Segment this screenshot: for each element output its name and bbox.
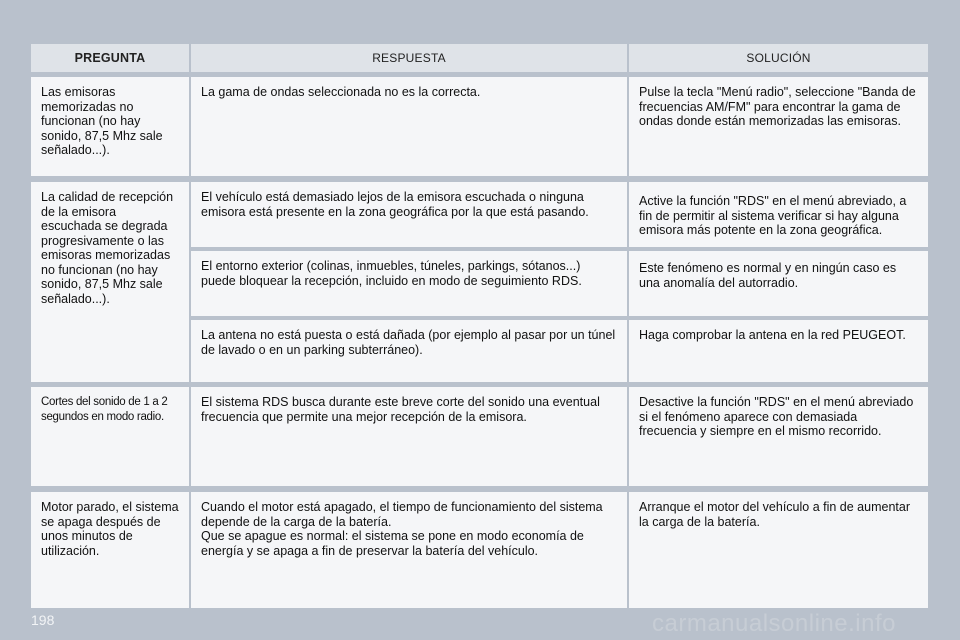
row4-answer-line1: Cuando el motor está apagado, el tiempo de funcionamiento del sistema depende de la carga de la batería. <box>201 500 603 529</box>
row3-answer: El sistema RDS busca durante este breve corte del sonido una eventual frecuencia que permite una mejor recepción de la emisora. <box>191 387 627 486</box>
row4-solution: Arranque el motor del vehículo a fin de aumentar la carga de la batería. <box>629 492 928 608</box>
row2-answer-distance: El vehículo está demasiado lejos de la emisora escuchada o ninguna emisora está presente en la zona geográfica por la que está pasando. <box>191 182 627 247</box>
header-question: PREGUNTA <box>31 44 189 72</box>
row2-solution-distance: Active la función "RDS" en el menú abreviado, a fin de permitir al sistema verificar si hay alguna emisora más potente en la zona geográfica. <box>629 182 928 247</box>
row2-solution-antenna: Haga comprobar la antena en la red PEUGEOT. <box>629 320 928 382</box>
page-number: 198 <box>31 612 55 628</box>
watermark: carmanualsonline.info <box>652 610 896 637</box>
row1-answer: La gama de ondas seleccionada no es la correcta. <box>191 77 627 176</box>
row2-answer-environment: El entorno exterior (colinas, inmuebles, túneles, parkings, sótanos...) puede bloquear la recepción, incluido en modo de seguimiento RDS. <box>191 251 627 316</box>
row1-question: Las emisoras memorizadas no funcionan (no hay sonido, 87,5 Mhz sale señalado...). <box>31 77 189 176</box>
header-answer: RESPUESTA <box>191 44 627 72</box>
row1-solution: Pulse la tecla "Menú radio", seleccione "Banda de frecuencias AM/FM" para encontrar la gama de ondas donde están memorizadas las emisoras. <box>629 77 928 176</box>
row4-answer-line2: Que se apague es normal: el sistema se pone en modo economía de energía y se apaga a fin de preservar la batería del vehículo. <box>201 529 584 558</box>
row2-answer-antenna: La antena no está puesta o está dañada (por ejemplo al pasar por un túnel de lavado o en un parking subterráneo). <box>191 320 627 382</box>
row3-solution: Desactive la función "RDS" en el menú abreviado si el fenómeno aparece con demasiada frecuencia y siempre en el mismo recorrido. <box>629 387 928 486</box>
row2-question: La calidad de recepción de la emisora escuchada se degrada progresivamente o las emisoras memorizadas no funcionan (no hay sonido, 87,5 Mhz sale señalado...). <box>31 182 189 382</box>
row4-answer <box>191 492 627 608</box>
header-solution: SOLUCIÓN <box>629 44 928 72</box>
row2-solution-environment: Este fenómeno es normal y en ningún caso es una anomalía del autorradio. <box>629 251 928 316</box>
row4-question: Motor parado, el sistema se apaga después de unos minutos de utilización. <box>31 492 189 608</box>
row3-question: Cortes del sonido de 1 a 2 segundos en modo radio. <box>31 387 189 486</box>
